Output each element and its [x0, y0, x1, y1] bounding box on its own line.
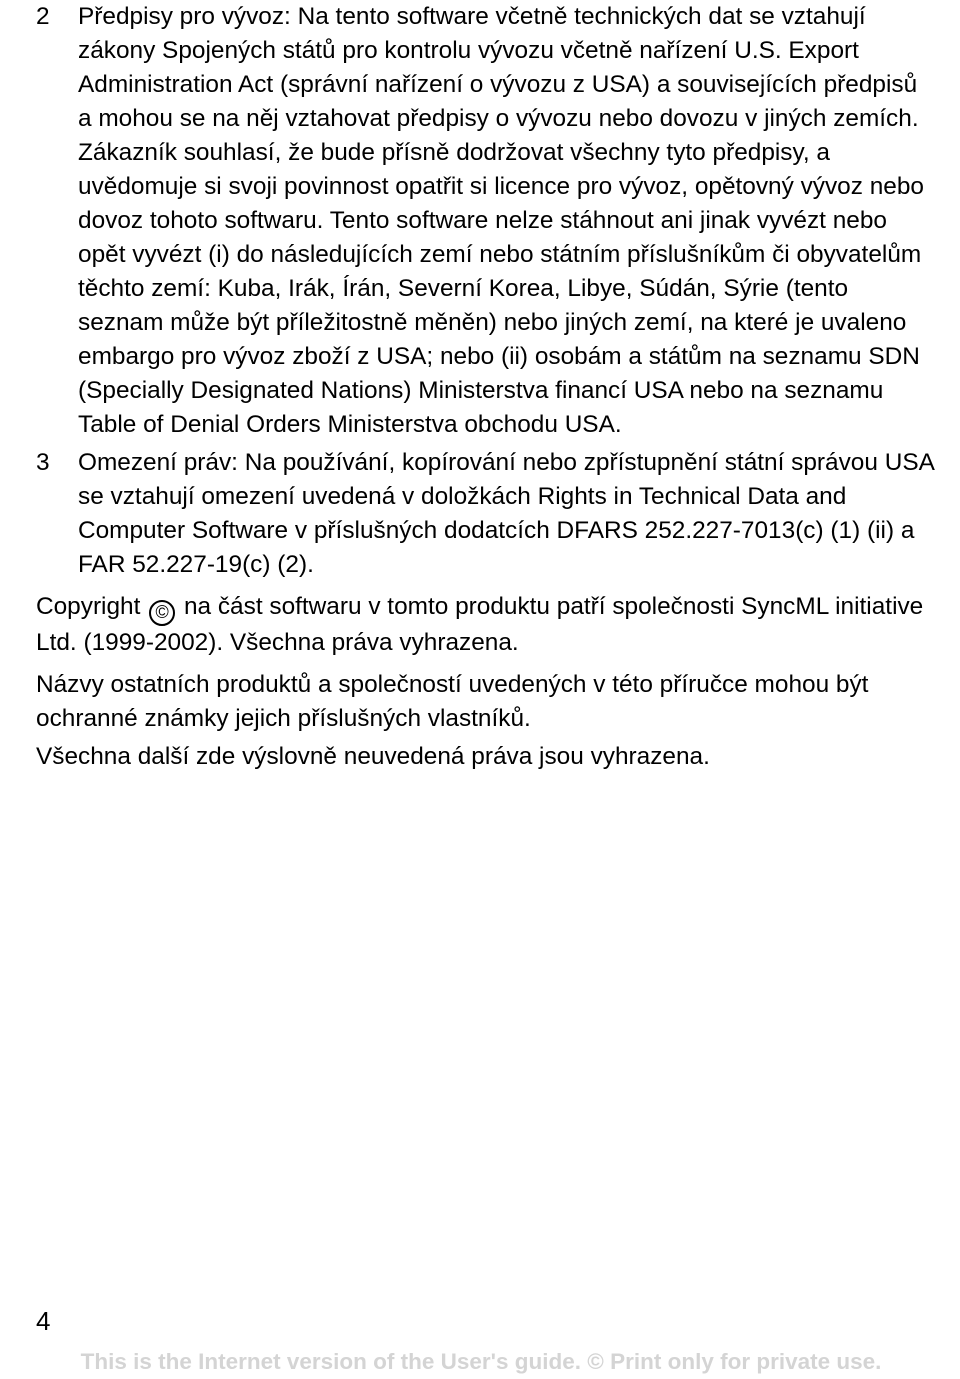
- document-body: [36, 0, 936, 774]
- trademarks-paragraph: Názvy ostatních produktů a společností uvedených v této příručce mohou být ochranné známky jejich příslušných vlastníků.: [36, 671, 869, 732]
- item-number: 2: [36, 3, 50, 30]
- copyright-text: na část softwaru v tomto produktu patří společnosti SyncML initiative Ltd. (1999-2002). Všechna práva vyhrazena.: [36, 593, 924, 656]
- numbered-item-restricted-rights: [36, 446, 936, 582]
- footer-watermark-note: This is the Internet version of the User's guide. © Print only for private use.: [80, 1349, 882, 1374]
- numbered-item-export-regulations: [36, 0, 936, 442]
- rights-reserved-paragraph: Všechna další zde výslovně neuvedená práva jsou vyhrazena.: [36, 743, 710, 770]
- copyright-label: Copyright: [36, 593, 141, 620]
- item-text: Omezení práv: Na používání, kopírování nebo zpřístupnění státní správou USA se vztahují omezení uvedená v doložkách Rights in Technical Data and Computer Software v příslušných dodatcích DFARS 252.227-7013(c) (1) (ii) a FAR 52.227-19(c) (2).: [78, 449, 934, 578]
- copyright-symbol-icon: ©: [149, 600, 175, 626]
- copyright-paragraph: [36, 590, 936, 660]
- item-text: Předpisy pro vývoz: Na tento software včetně technických dat se vztahují zákony Spojených států pro kontrolu vývozu včetně nařízení U.S. Export Administration Act (správní nařízení o vývozu z USA) a souvisejících předpisů a mohou se na něj vztahovat předpisy o vývozu nebo dovozu v jiných zemích. Zákazník souhlasí, že bude přísně dodržovat všechny tyto předpisy, a uvědomuje si svoji povinnost opatřit si licence pro vývoz, opětovný vývoz nebo dovoz tohoto softwaru. Tento software nelze stáhnout ani jinak vyvézt nebo opět vyvézt (i) do následujících zemí nebo státním příslušníkům či obyvatelům těchto zemí: Kuba, Irák, Írán, Severní Korea, Libye, Súdán, Sýrie (tento seznam může být příležitostně měněn) nebo jiných zemí, na které je uvaleno embargo pro vývoz zboží z USA; nebo (ii) osobám a státům na seznamu SDN (Specially Designated Nations) Ministerstva financí USA nebo na seznamu Table of Denial Orders Ministerstva obchodu USA.: [78, 3, 924, 438]
- item-number: 3: [36, 449, 50, 476]
- page-number: 4: [36, 1306, 51, 1336]
